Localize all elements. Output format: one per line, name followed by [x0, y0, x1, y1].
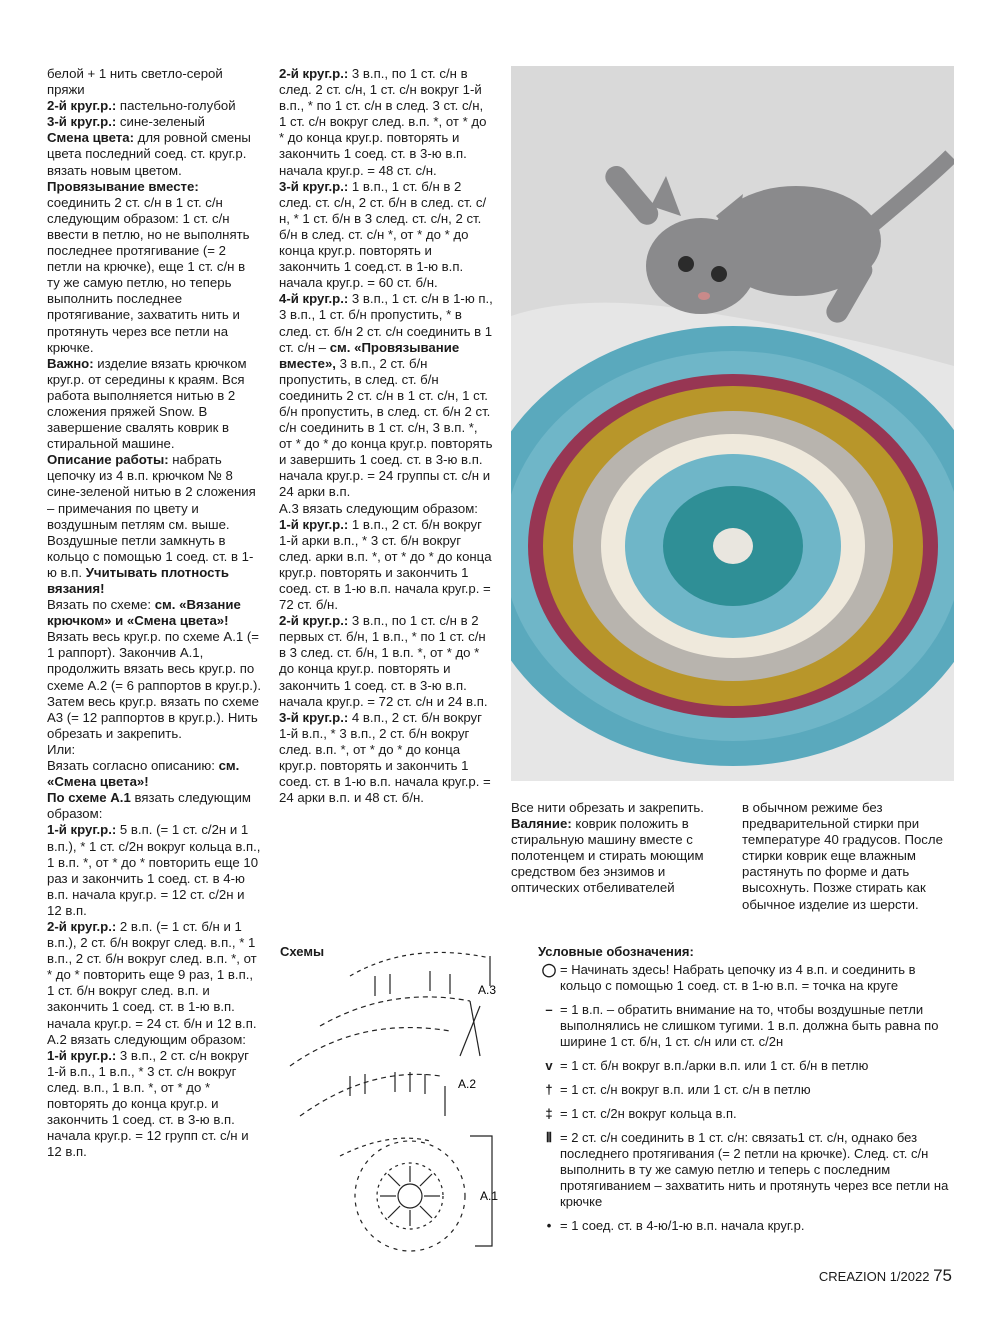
paragraph — [279, 66, 493, 179]
bold-term: 4-й круг.р.: — [279, 291, 349, 307]
paragraph — [47, 629, 261, 742]
scheme-label-a2: A.2 — [458, 1077, 477, 1091]
paragraph — [47, 790, 261, 822]
legend-text: = Начинать здесь! Набрать цепочку из 4 в.п. и соединить в кольцо с помощью 1 соед. ст. в 1-ю в.п. = точка на круге — [560, 962, 916, 993]
bold-term: 1-й круг.р.: — [47, 1047, 117, 1063]
bold-term: 2-й круг.р.: — [279, 613, 349, 629]
dc2tog-icon: ⦀ — [546, 1130, 552, 1145]
text-run: 4 в.п., 2 ст. б/н вокруг 1-й в.п., * 3 в.п., 2 ст. б/н вокруг след. в.п. *, от * до * до конца круг.р. повторять и закончить 1 соед. ст. в 1-ю в.п. начала круг.р. = 24 арки в.п. и 48 ст. б/н. — [279, 709, 491, 806]
paragraph — [47, 822, 261, 919]
text-run: 1 в.п., 1 ст. б/н в 2 след. ст. с/н, 2 ст. б/н в след. ст. с/н, * 1 ст. б/н в 3 след. ст. с/н, 2 ст. б/н в след. ст. с/н *, от * до * до конца круг.р. повторять и закончить 1 соед.ст. в 1-ю в.п. начала круг.р. = 60 ст. б/н. — [279, 178, 487, 291]
text-run: сине-зеленый — [116, 114, 205, 130]
paragraph — [279, 613, 493, 710]
legend-item — [538, 1058, 958, 1074]
single-crochet-icon: v — [545, 1058, 553, 1073]
text-run: 3 в.п., по 1 ст. с/н в 2 первых ст. б/н, 1 в.п., * по 1 ст. с/н в 3 след. ст. б/н, 1 в.п. *, от * до * до конца круг.р. повторять и закончить 1 соед. ст. в 3-ю в.п. начала круг.р. = 72 ст. с/н и 24 в.п. — [279, 613, 488, 709]
page-footer — [819, 1266, 952, 1286]
text-run: набрать цепочку из 4 в.п. крючком № 8 сине-зеленой нитью в 2 сложения – примечания по цвету и воздушным петлям см. выше. Воздушные петли замкнуть в кольцо с помощью 1 соед. ст. в 1-ю в.п. — [47, 452, 256, 580]
bold-term: Валяние: — [511, 816, 572, 832]
text-run: A.3 вязать следующим образом: — [279, 500, 478, 516]
bold-term: Описание работы: — [47, 452, 169, 468]
paragraph — [279, 291, 493, 500]
slip-stitch-icon: • — [546, 1218, 552, 1233]
paragraph — [47, 179, 261, 356]
legend-text: = 1 в.п. – обратить внимание на то, чтобы воздушные петли выполнялись не слишком тугими. 1 в.п. должна быть равна по ширине 1 ст. б/н, 1 ст. с/н или ст. с/2н — [560, 1002, 939, 1049]
paragraph — [279, 179, 493, 292]
bold-term: Учитывать плотность вязания! — [47, 564, 229, 596]
chain-stitch-icon: – — [545, 1002, 553, 1017]
paragraph — [511, 816, 729, 896]
text-run: Все нити обрезать и закрепить. — [511, 800, 704, 815]
paragraph — [47, 114, 261, 130]
double-crochet-icon: † — [545, 1082, 553, 1097]
paragraph — [742, 800, 956, 913]
text-run: изделие вязать крючком круг.р. от середины к краям. Вся работа выполняется нитью в 2 сложения пряжей Snow. В завершение свалять коврик в стиральной машине. — [47, 355, 247, 452]
legend-item — [538, 1082, 958, 1098]
paragraph — [47, 98, 261, 114]
text-run: пастельно-голубой — [116, 98, 236, 114]
legend-item — [538, 1130, 958, 1210]
text-run: 3 в.п., 2 ст. с/н вокруг 1-й в.п., 1 в.п., * 3 ст. с/н вокруг след. в.п., 1 в.п. *, от * до * повторять до конца круг.р. и закончить 1 соед. ст. в 3-ю в.п. начала круг.р. = 12 групп ст. с/н и 12 в.п. — [47, 1047, 249, 1160]
bold-term: По схеме A.1 — [47, 790, 131, 806]
legend — [538, 944, 958, 1242]
text-run: белой + 1 нить светло-серой пряжи — [47, 66, 223, 98]
kitten-rug-photo — [511, 66, 954, 781]
bold-term: 1-й круг.р.: — [47, 822, 117, 838]
schemes-title: Схемы — [280, 944, 325, 959]
bold-term: Провязывание вместе: — [47, 178, 199, 194]
text-run: 2 в.п. (= 1 ст. б/н и 1 в.п.), 2 ст. б/н вокруг след. в.п., * 1 в.п., 2 ст. б/н вокруг след. в.п. *, от * до * повторить еще 9 раз, 1 в.п., 1 ст. б/н вокруг след. в.п. и закончить 1 соед. ст. в 1-ю в.п. начала круг.р. = 24 ст. б/н и 12 в.п. — [47, 918, 257, 1031]
bold-term: 3-й круг.р.: — [279, 178, 349, 194]
paragraph — [47, 742, 261, 758]
text-run: в обычном режиме без предварительной стирки при температуре 40 градусов. После стирки коврик еще влажным растянуть по форме и дать высохнуть. Позже стирать как обычное изделие из шерсти. — [742, 800, 943, 912]
paragraph — [47, 66, 261, 98]
text-run: Вязать согласно описанию: — [47, 758, 219, 774]
bold-term: см. «Смена цвета»! — [47, 758, 240, 790]
text-column-3 — [511, 800, 729, 897]
text-run: для ровной смены цвета последний соед. ст. круг.р. вязать новым цветом. — [47, 130, 251, 178]
magazine-issue: CREAZION 1/2022 — [818, 1269, 930, 1284]
bold-term: см. «Вязание крючком» и «Смена цвета»! — [47, 597, 241, 629]
legend-text: = 1 ст. с/2н вокруг кольца в.п. — [560, 1106, 737, 1121]
legend-title: Условные обозначения: — [538, 944, 694, 959]
paragraph — [47, 1048, 261, 1161]
legend-text: = 1 ст. с/н вокруг в.п. или 1 ст. с/н в петлю — [560, 1082, 811, 1097]
text-run: Вязать по схеме: — [47, 597, 155, 613]
text-run: Вязать весь круг.р. по схеме A.1 (= 1 раппорт). Закончив A.1, продолжить вязать весь круг.р. по схеме A.2 (= 6 раппортов в круг.р.). Затем весь круг.р. вязать по схеме A3 (= 12 раппортов в круг.р.). Нить обрезать и закрепить. — [47, 629, 262, 741]
text-run: 5 в.п. (= 1 ст. с/2н и 1 в.п.), * 1 ст. с/2н вокруг кольца в.п., 1 в.п. *, от * до * повторить еще 10 раз и закончить 1 соед. ст. в 4-ю в.п. начала круг.р. = 12 ст. с/2н и 12 в.п. — [47, 822, 261, 918]
text-run: A.2 вязать следующим образом: — [47, 1031, 246, 1047]
legend-text: = 1 ст. б/н вокруг в.п./арки в.п. или 1 ст. б/н в петлю — [560, 1058, 869, 1073]
text-run: коврик положить в стиральную машину вместе с полотенцем и стирать моющим средством без энзимов и оптических отбеливателей — [511, 816, 704, 896]
legend-item — [538, 1218, 958, 1234]
text-run: 1 в.п., 2 ст. б/н вокруг 1-й арки в.п., * 3 ст. б/н вокруг след. арки в.п. *, от * до * до конца круг.р. повторять и закончить 1 соед. ст. в 1-ю в.п. начала круг.р. = 72 ст. б/н. — [279, 516, 492, 613]
bold-term: 3-й круг.р.: — [279, 709, 349, 725]
paragraph — [47, 130, 261, 178]
legend-item — [538, 1106, 958, 1122]
legend-text: = 2 ст. с/н соединить в 1 ст. с/н: связать1 ст. с/н, однако без последнего протягивания (= 2 петли на крючке). След. ст. с/н выполнить в ту же самую петлю и теперь с последним протягиванием – захватить нить и протянуть через все петли на крючке — [560, 1130, 949, 1209]
paragraph — [511, 800, 729, 816]
scheme-label-a1: A.1 — [480, 1189, 499, 1203]
text-column-4 — [742, 800, 956, 913]
text-run: 3 в.п., по 1 ст. с/н в след. 2 ст. с/н, 1 ст. с/н вокруг 1-й в.п., * по 1 ст. с/н в след. 3 ст. с/н, 1 ст. с/н вокруг след. в.п. *, от * до * до конца круг.р. повторять и закончить 1 соед. ст. в 3-ю в.п. начала круг.р. = 48 ст. с/н. — [279, 66, 487, 178]
paragraph — [279, 517, 493, 614]
paragraph — [279, 710, 493, 807]
text-run: Или: — [47, 741, 76, 757]
bold-term: 2-й круг.р.: — [47, 98, 117, 114]
bold-term: Важно: — [47, 355, 94, 371]
legend-text: = 1 соед. ст. в 4-ю/1-ю в.п. начала круг.р. — [560, 1218, 805, 1233]
paragraph — [279, 501, 493, 517]
crochet-chart — [280, 946, 520, 1266]
text-column-1 — [47, 66, 261, 1160]
text-run: 3 в.п., 1 ст. с/н в 1-ю п., 3 в.п., 1 ст. б/н пропустить, * в след. ст. б/н 2 ст. с/н соединить в 1 ст. с/н – — [279, 291, 493, 355]
page-number: 75 — [933, 1266, 952, 1285]
text-run: вязать следующим образом: — [47, 790, 251, 822]
bold-term: 2-й круг.р.: — [279, 66, 349, 81]
paragraph — [47, 1032, 261, 1048]
paragraph — [47, 452, 261, 597]
treble-crochet-icon: ‡ — [545, 1106, 553, 1121]
bold-term: 2-й круг.р.: — [47, 918, 117, 934]
bold-term: 3-й круг.р.: — [47, 114, 117, 130]
bold-term: 1-й круг.р.: — [279, 516, 349, 532]
text-run: соединить 2 ст. с/н в 1 ст. с/н следующим образом: 1 ст. с/н ввести в петлю, но не выполнять последнее протягивание (= 2 петли на крючке), еще 1 ст. с/н в ту же самую петлю, но теперь выполнить последнее протягивание, захватить нить и протянуть через все петли на крючке. — [47, 194, 250, 355]
scheme-label-a3: A.3 — [478, 983, 497, 997]
paragraph — [47, 356, 261, 453]
legend-items — [538, 962, 958, 1234]
ring-icon: ◯ — [541, 962, 557, 977]
paragraph — [47, 597, 261, 629]
text-column-2 — [279, 66, 493, 806]
paragraph — [47, 758, 261, 790]
bold-term: Смена цвета: — [47, 130, 134, 146]
text-run: 3 в.п., 2 ст. б/н пропустить, в след. ст. б/н соединить 2 ст. с/н в 1 ст. с/н, 1 ст. б/н пропустить, в след. ст. б/н 2 ст. с/н соединить в 1 ст. с/н, 3 в.п. *, от * до * до конца круг.р. повторять и завершить 1 соед. ст. в 3-ю в.п. начала круг.р. = 24 группы ст. с/н и 24 арки в.п. — [279, 355, 493, 500]
photo-illustration — [511, 66, 954, 781]
legend-item — [538, 1002, 958, 1050]
bold-term: см. «Провязывание вместе», — [279, 339, 460, 371]
paragraph — [47, 919, 261, 1032]
legend-item — [538, 962, 958, 994]
